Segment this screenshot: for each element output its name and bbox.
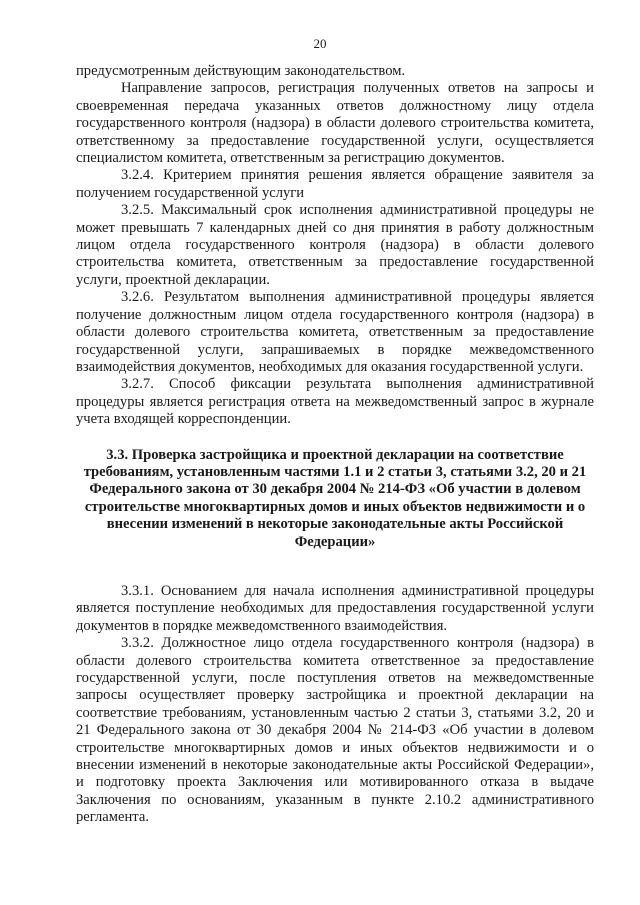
paragraph-3-2-6: 3.2.6. Результатом выполнения административной процедуры является получение должностным лицом отдела государственного контроля (надзора) в области долевого строительства комитета, ответственным за предоставление государственной услуги, запрашиваемых в порядке межведомственного взаимодействия документов, необходимых для оказания государственной услуги. — [76, 289, 594, 375]
document-body — [76, 63, 594, 827]
paragraph-3-2-4: 3.2.4. Критерием принятия решения является обращение заявителя за получением государственной услуги — [76, 167, 594, 201]
paragraph-3-3-2: 3.3.2. Должностное лицо отдела государственного контроля (надзора) в области долевого строительства комитета ответственное за предоставление государственной услуги, после поступления ответов на межведомственные запросы осуществляет проверку застройщика и проектной декларации на соответствие требованиям, установленным частью 2 статьи 3, статьями 3.2, 20 и 21 Федерального закона от 30 декабря 2004 № 214-ФЗ «Об участии в долевом строительстве многоквартирных домов и иных объектов недвижимости и о внесении изменений в некоторые законодательные акты Российской Федерации», и подготовку проекта Заключения или мотивированного отказа в выдаче Заключения по основаниям, указанным в пункте 2.10.2 административного регламента. — [76, 635, 594, 826]
paragraph-3-2-5: 3.2.5. Максимальный срок исполнения административной процедуры не может превышать 7 календарных дней со дня принятия в работу должностным лицом отдела государственного контроля (надзора) в области долевого строительства комитета, ответственным за предоставление государственной услуги, проектной декларации. — [76, 202, 594, 288]
section-heading-3-3: 3.3. Проверка застройщика и проектной декларации на соответствие требованиям, установленным частями 1.1 и 2 статьи 3, статьями 3.2, 20 и 21 Федерального закона от 30 декабря 2004 № 214-ФЗ «Об участии в долевом строительстве многоквартирных домов и иных объектов недвижимости и о внесении изменений в некоторые законодательные акты Российской Федерации» — [83, 446, 587, 550]
spacer — [76, 551, 594, 583]
paragraph-3-3-1: 3.3.1. Основанием для начала исполнения административной процедуры является поступление необходимых для предоставления государственной услуги документов в порядке межведомственного взаимодействия. — [76, 582, 594, 634]
paragraph-3-2-7: 3.2.7. Способ фиксации результата выполнения административной процедуры является регистрация ответа на межведомственный запрос в журнале учета входящей корреспонденции. — [76, 376, 594, 428]
paragraph-requests-registration: Направление запросов, регистрация полученных ответов на запросы и своевременная передача указанных ответов должностному лицу отдела государственного контроля (надзора) в области долевого строительства комитета, ответственному за предоставление государственной услуги, осуществляется специалистом комитета, ответственным за регистрацию документов. — [76, 80, 594, 167]
page-number: 20 — [313, 36, 327, 51]
paragraph-continuation: предусмотренным действующим законодательством. — [76, 63, 406, 79]
